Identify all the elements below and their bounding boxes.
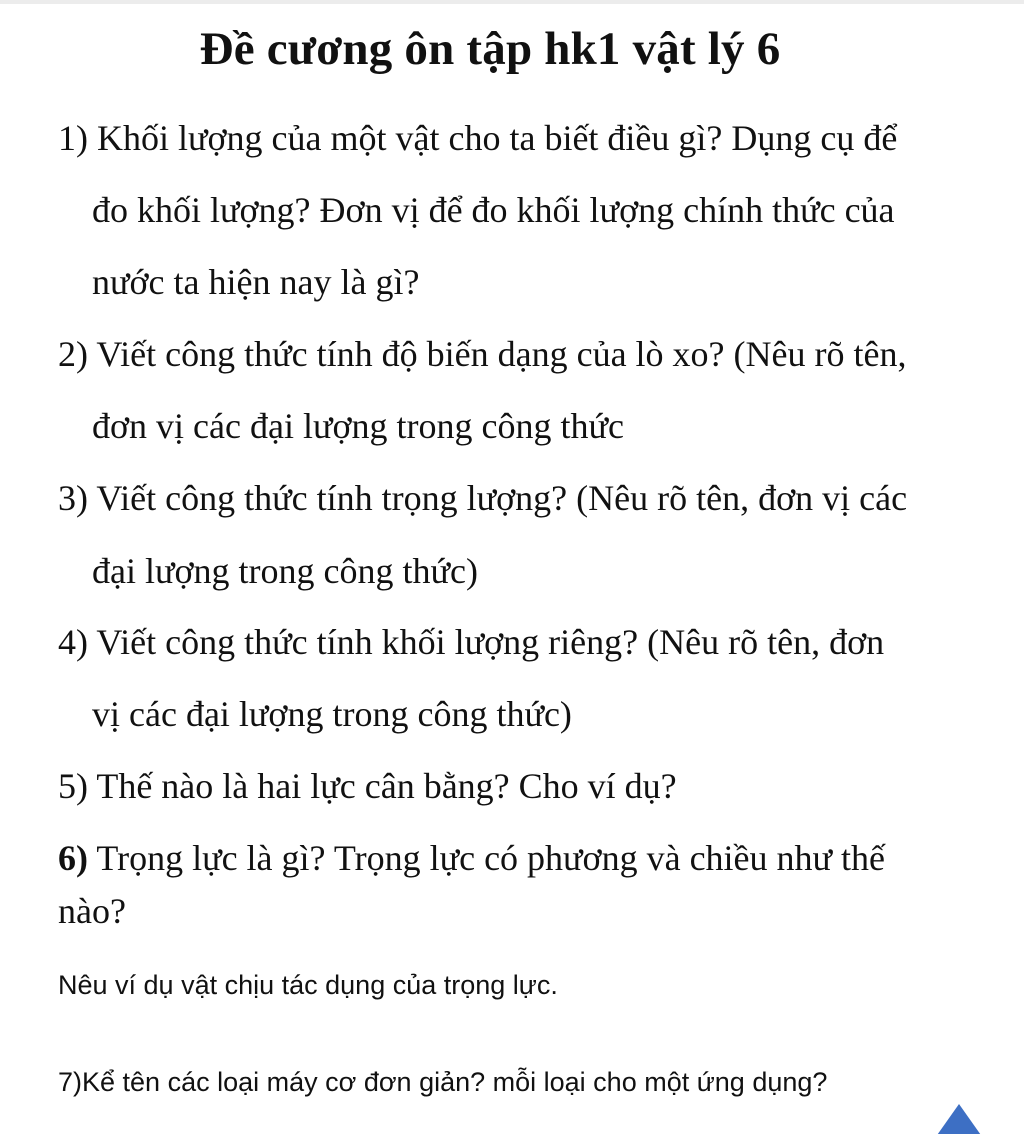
question-6-number: 6) bbox=[58, 838, 88, 878]
question-1-line-1: 1) Khối lượng của một vật cho ta biết điều gì? Dụng cụ để bbox=[58, 118, 898, 158]
question-4-line-1: 4) Viết công thức tính khối lượng riêng? (Nêu rõ tên, đơn bbox=[58, 622, 885, 662]
question-5-line-1: 5) Thế nào là hai lực cân bằng? Cho ví dụ? bbox=[58, 766, 677, 806]
question-6-line-2: nào? bbox=[58, 891, 126, 931]
question-3-line-1: 3) Viết công thức tính trọng lượng? (Nêu rõ tên, đơn vị các bbox=[58, 478, 908, 518]
question-1-line-2: đo khối lượng? Đơn vị để đo khối lượng chính thức của bbox=[92, 190, 895, 230]
question-2-line-2: đơn vị các đại lượng trong công thức bbox=[92, 406, 624, 446]
question-2-line-1: 2) Viết công thức tính độ biến dạng của lò xo? (Nêu rõ tên, bbox=[58, 334, 907, 374]
question-6-note: Nêu ví dụ vật chịu tác dụng của trọng lực. bbox=[58, 970, 558, 1000]
triangle-up-icon[interactable] bbox=[935, 1104, 983, 1134]
document-title: Đề cương ôn tập hk1 vật lý 6 bbox=[199, 23, 781, 75]
question-6-line-1 bbox=[58, 840, 885, 876]
question-3-line-2: đại lượng trong công thức) bbox=[92, 551, 478, 591]
question-1-line-3: nước ta hiện nay là gì? bbox=[92, 262, 420, 302]
question-4-line-2: vị các đại lượng trong công thức) bbox=[92, 694, 572, 734]
question-7-line-1: 7)Kể tên các loại máy cơ đơn giản? mỗi loại cho một ứng dụng? bbox=[58, 1067, 828, 1097]
top-strip bbox=[0, 0, 1024, 4]
question-6-text: Trọng lực là gì? Trọng lực có phương và chiều như thế bbox=[88, 838, 886, 878]
